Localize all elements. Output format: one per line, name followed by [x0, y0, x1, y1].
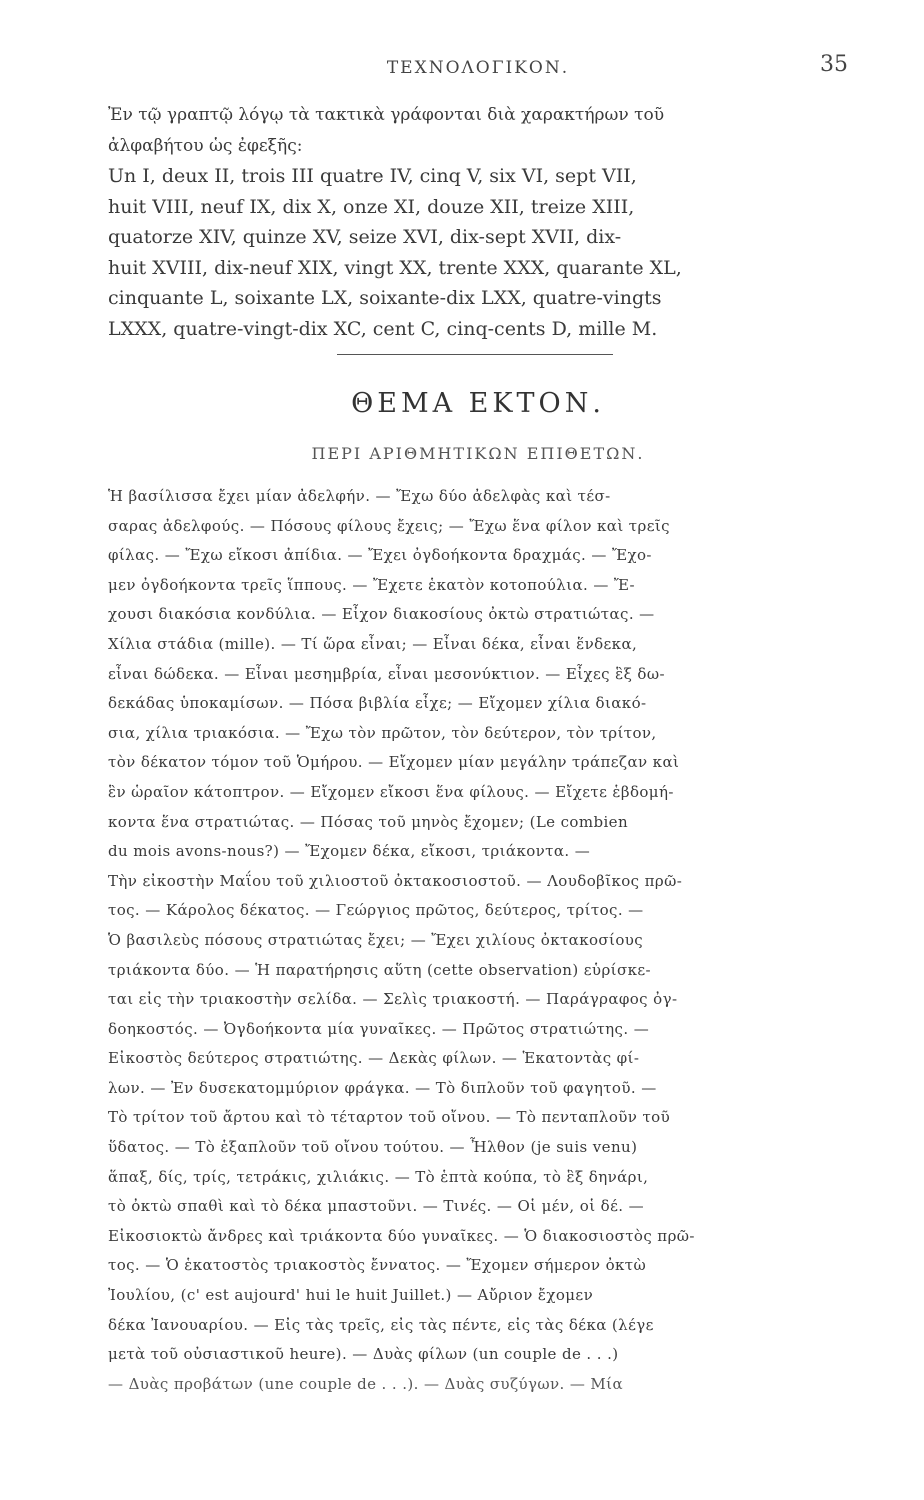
text-line: δεκάδας ὑποκαμίσων. — Πόσα βιβλία εἶχε; — Εἴχομεν χίλια διακό-	[108, 694, 647, 713]
text-line: quatorze XIV, quinze XV, seize XVI, dix-sept XVII, dix-	[108, 226, 622, 248]
text-line: τος. — Κάρολος δέκατος. — Γεώργιος πρῶτος, δεύτερος, τρίτος. —	[108, 901, 644, 920]
text-line: τὸ ὀκτὼ σπαθὶ καὶ τὸ δέκα μπαστοῦνι. — Τινές. — Οἱ μέν, οἱ δέ. —	[108, 1197, 644, 1216]
text-line: χουσι διακόσια κονδύλια. — Εἶχον διακοσίους ὀκτὼ στρατιώτας. —	[108, 605, 655, 624]
text-line: Un I, deux II, trois III quatre IV, cinq V, six VI, sept VII,	[108, 165, 637, 187]
text-line: huit VIII, neuf IX, dix X, onze XI, douze XII, treize XIII,	[108, 195, 635, 218]
text-line: Τὸ τρίτον τοῦ ἄρτου καὶ τὸ τέταρτον τοῦ οἴνου. — Τὸ πενταπλοῦν τοῦ	[108, 1108, 671, 1127]
text-line: ὕδατος. — Τὸ ἑξαπλοῦν τοῦ οἴνου τούτου. — Ἦλθον (je suis venu)	[108, 1138, 638, 1157]
section-subtitle: ΠΕΡΙ ΑΡΙΘΜΗΤΙΚΩΝ ΕΠΙΘΕΤΩΝ.	[311, 444, 645, 463]
text-line: κοντα ἕνα στρατιώτας. — Πόσας τοῦ μηνὸς ἔχομεν; (Le combien	[108, 812, 629, 831]
text-line: ἀλφαβήτου ὡς ἐφεξῆς:	[108, 135, 303, 156]
text-line: ἅπαξ, δίς, τρίς, τετράκις, χιλιάκις. — Τὸ ἑπτὰ κούπα, τὸ ἓξ δηνάρι,	[108, 1167, 649, 1186]
text-line: τριάκοντα δύο. — Ἡ παρατήρησις αὕτη (cette observation) εὑρίσκε-	[108, 960, 652, 979]
text-line: Εἰκοσιοκτὼ ἄνδρες καὶ τριάκοντα δύο γυναῖκες. — Ὁ διακοσιοστὸς πρῶ-	[108, 1226, 695, 1245]
section-divider	[337, 354, 613, 355]
text-line: δοηκοστός. — Ὀγδοήκοντα μία γυναῖκες. — Πρῶτος στρατιώτης. —	[108, 1019, 650, 1038]
intro-paragraph	[108, 100, 848, 344]
text-line: Ἰουλίου, (c' est aujourd' hui le huit Juillet.) — Αὔριον ἔχομεν	[108, 1286, 594, 1305]
text-line: — Δυὰς προβάτων (une couple de . . .). — Δυὰς συζύγων. — Μία	[108, 1374, 623, 1393]
section-title: ΘΕΜΑ ΕΚΤΟΝ.	[351, 388, 605, 419]
text-line: λων. — Ἐν δυσεκατομμύριον φράγκα. — Τὸ διπλοῦν τοῦ φαγητοῦ. —	[108, 1078, 657, 1097]
exercise-text	[108, 482, 848, 1399]
text-line: τὸν δέκατον τόμον τοῦ Ὁμήρου. — Εἴχομεν μίαν μεγάλην τράπεζαν καὶ	[108, 753, 680, 772]
text-line: σαρας ἀδελφούς. — Πόσους φίλους ἔχεις; — Ἔχω ἕνα φίλον καὶ τρεῖς	[108, 516, 670, 535]
text-line: εἶναι δώδεκα. — Εἶναι μεσημβρία, εἶναι μεσονύκτιον. — Εἶχες ἓξ δω-	[108, 664, 665, 683]
text-line: δέκα Ἰανουαρίου. — Εἰς τὰς τρεῖς, εἰς τὰς πέντε, εἰς τὰς δέκα (λέγε	[108, 1315, 654, 1334]
text-line: Χίλια στάδια (mille). — Τί ὥρα εἶναι; — Εἶναι δέκα, εἶναι ἕνδεκα,	[108, 634, 638, 653]
text-line: σια, χίλια τριακόσια. — Ἔχω τὸν πρῶτον, τὸν δεύτερον, τὸν τρίτον,	[108, 723, 657, 742]
page-header	[108, 52, 848, 92]
text-line: ται εἰς τὴν τριακοστὴν σελίδα. — Σελὶς τριακοστή. — Παράγραφος ὀγ-	[108, 990, 678, 1009]
text-line: Ἐν τῷ γραπτῷ λόγῳ τὰ τακτικὰ γράφονται διὰ χαρακτήρων τοῦ	[108, 105, 665, 125]
text-line: Τὴν εἰκοστὴν Μαΐου τοῦ χιλιοστοῦ ὀκτακοσιοστοῦ. — Λουδοβῖκος πρῶ-	[108, 871, 683, 890]
text-line: LXXX, quatre-vingt-dix XC, cent C, cinq-cents D, mille M.	[108, 317, 658, 340]
text-line: cinquante L, soixante LX, soixante-dix LXX, quatre-vingts	[108, 287, 662, 309]
text-line: huit XVIII, dix-neuf XIX, vingt XX, trente XXX, quarante XL,	[108, 256, 682, 279]
text-line: μεν ὀγδοήκοντα τρεῖς ἵππους. — Ἔχετε ἑκατὸν κοτοπούλια. — Ἔ-	[108, 575, 635, 594]
text-line: φίλας. — Ἔχω εἴκοσι ἀπίδια. — Ἔχει ὀγδοήκοντα δραχμάς. — Ἔχο-	[108, 546, 652, 565]
page-number: 35	[820, 52, 848, 77]
text-line: du mois avons-nous?) — Ἔχομεν δέκα, εἴκοσι, τριάκοντα. —	[108, 842, 591, 861]
text-line: τος. — Ὁ ἑκατοστὸς τριακοστὸς ἔννατος. — Ἔχομεν σήμερον ὀκτὼ	[108, 1256, 647, 1275]
text-line: ἓν ὡραῖον κάτοπτρον. — Εἴχομεν εἴκοσι ἕνα φίλους. — Εἴχετε ἑβδομή-	[108, 782, 674, 801]
text-line: Εἰκοστὸς δεύτερος στρατιώτης. — Δεκὰς φίλων. — Ἑκατοντὰς φί-	[108, 1049, 640, 1068]
running-title: ΤΕΧΝΟΛΟΓΙΚΟΝ.	[386, 58, 570, 78]
text-line: μετὰ τοῦ οὐσιαστικοῦ heure). — Δυὰς φίλων (un couple de . . .)	[108, 1345, 619, 1364]
text-line: Ἡ βασίλισσα ἔχει μίαν ἀδελφήν. — Ἔχω δύο ἀδελφὰς καὶ τέσ-	[108, 487, 611, 505]
text-line: Ὁ βασιλεὺς πόσους στρατιώτας ἔχει; — Ἔχει χιλίους ὀκτακοσίους	[108, 930, 644, 949]
